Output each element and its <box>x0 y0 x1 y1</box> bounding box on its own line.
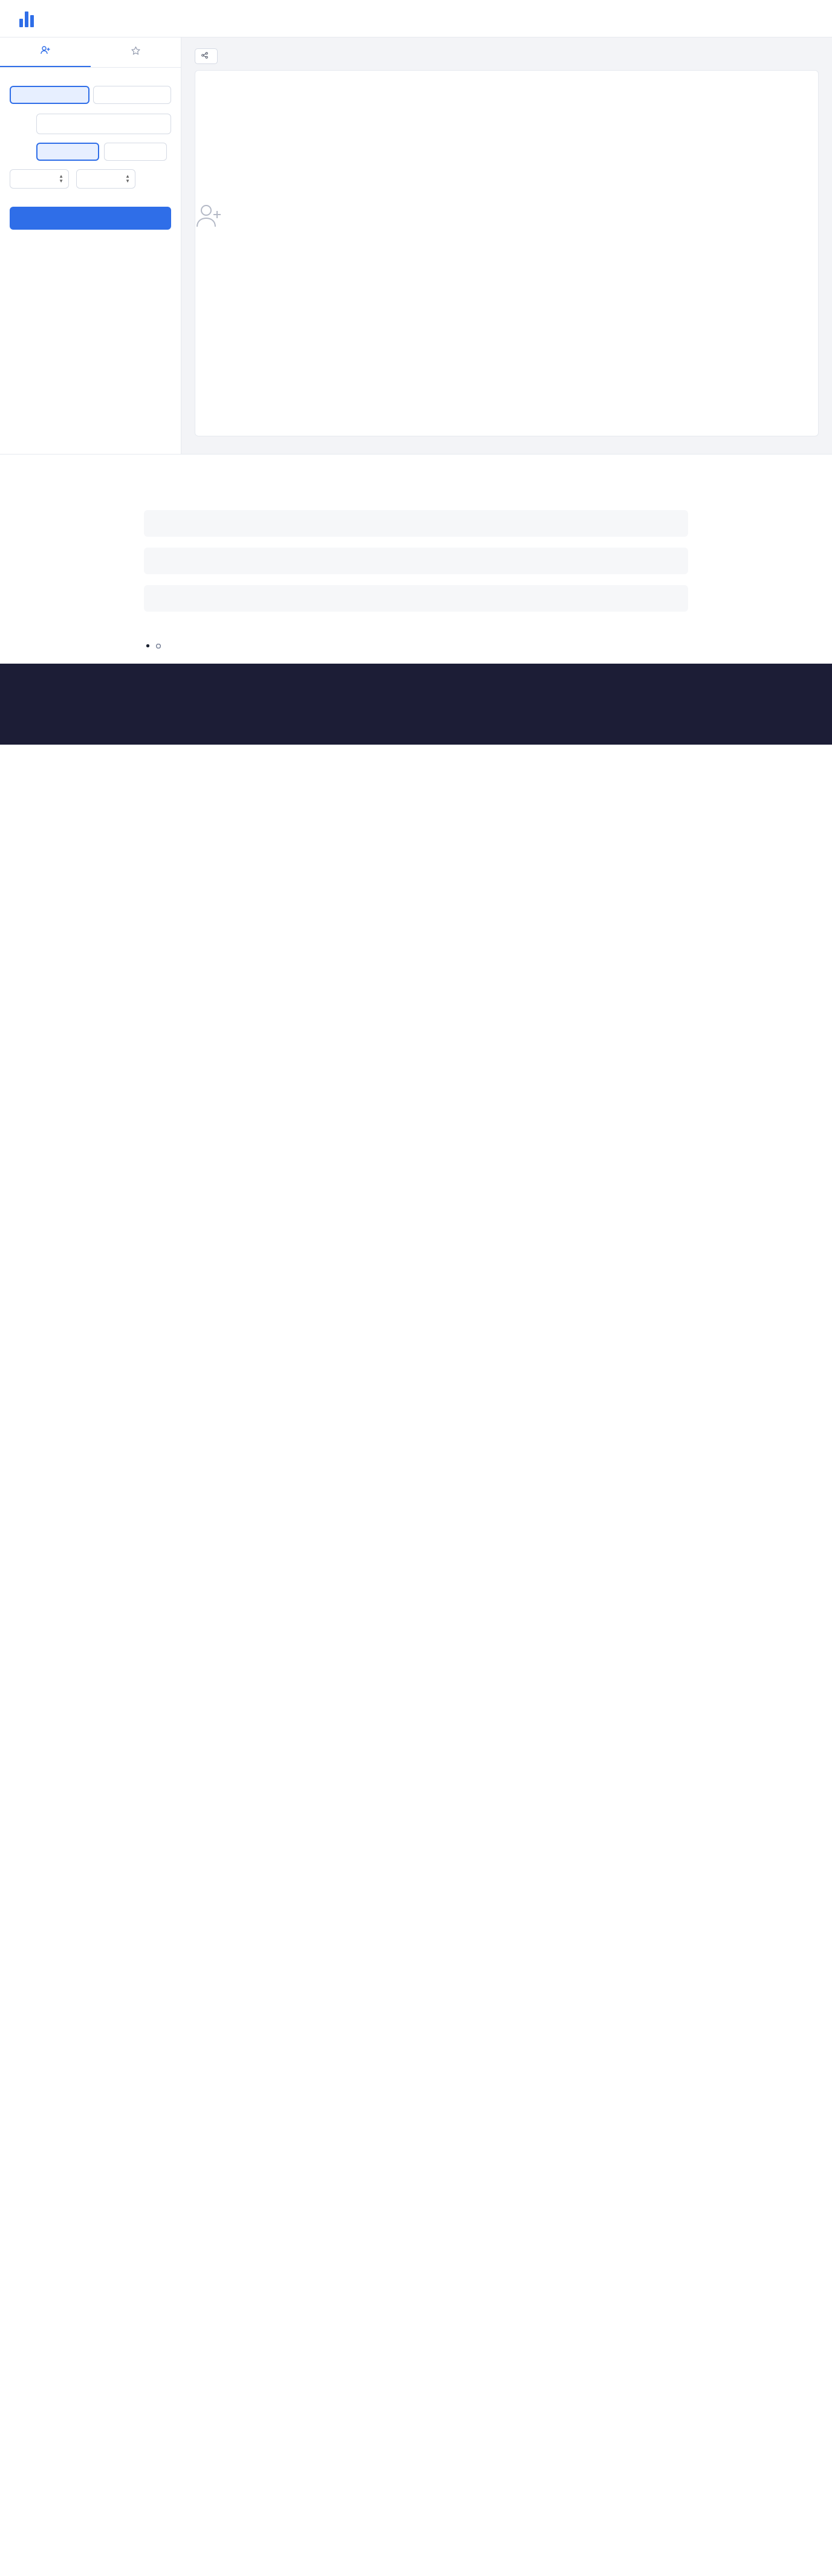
share-icon <box>201 52 208 60</box>
unit-cm-button[interactable] <box>104 143 167 161</box>
share-button[interactable] <box>195 48 218 64</box>
site-footer <box>0 664 832 745</box>
feature-card <box>144 548 688 574</box>
inch-input[interactable] <box>76 169 135 189</box>
chart-grid <box>195 71 818 437</box>
empty-state <box>195 202 818 235</box>
female-button[interactable] <box>93 86 172 104</box>
sidebar <box>0 37 181 454</box>
top-header <box>0 0 832 37</box>
tab-celebrities[interactable] <box>91 37 181 67</box>
stepper-icon[interactable]: ▲ ▼ <box>125 173 130 184</box>
unit-ft-button[interactable] <box>36 143 99 161</box>
add-person-button[interactable] <box>10 207 171 230</box>
sidebar-tabs <box>0 37 181 68</box>
name-input[interactable] <box>36 114 171 134</box>
logo-bars-icon <box>19 10 34 27</box>
tab-add-person[interactable] <box>0 37 91 67</box>
add-user-icon <box>41 46 50 56</box>
article-content <box>144 455 688 664</box>
comparison-app <box>0 37 832 455</box>
chart-area <box>181 37 832 454</box>
feet-input[interactable] <box>10 169 69 189</box>
star-icon <box>131 47 140 56</box>
add-user-icon <box>493 202 520 229</box>
feature-card <box>144 585 688 612</box>
height-chart[interactable] <box>195 70 819 436</box>
feature-card <box>144 510 688 537</box>
gender-toggle <box>10 86 171 104</box>
male-button[interactable] <box>10 86 89 104</box>
site-logo[interactable] <box>19 10 40 27</box>
stepper-icon[interactable]: ▲ ▼ <box>59 173 63 184</box>
